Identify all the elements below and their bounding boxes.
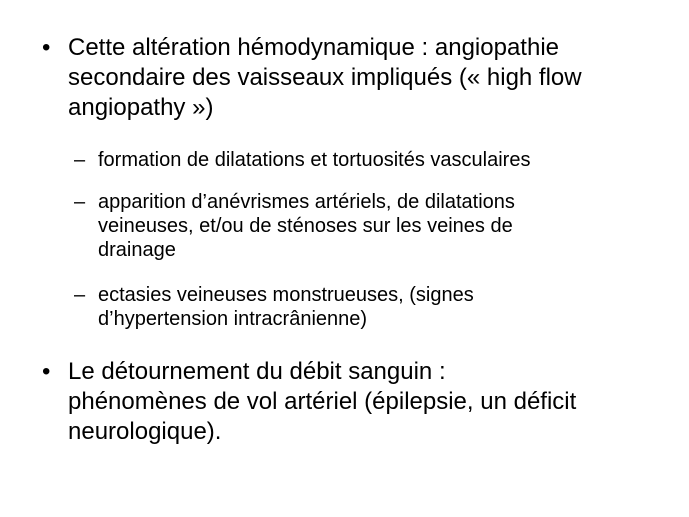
- bullet-2-text: [68, 357, 678, 447]
- bullet-1-text: [68, 33, 678, 123]
- subitem-marker-2: –: [74, 191, 86, 213]
- bullet-2-line-3: neurologique).: [68, 418, 222, 445]
- subitem-3-text: [98, 283, 678, 331]
- subitem-2-text: [98, 190, 678, 262]
- subitem-2-line-2: veineuses, et/ou de sténoses sur les veines de: [98, 215, 513, 237]
- subitem-1-text: [98, 148, 678, 172]
- bullet-1-line-2: secondaire des vaisseaux impliqués (« high flow: [68, 64, 582, 91]
- subitem-marker-3: –: [74, 284, 86, 306]
- bullet-1-line-3: angiopathy »): [68, 94, 214, 121]
- subitem-marker-1: –: [74, 149, 86, 171]
- bullet-2-line-2: phénomènes de vol artériel (épilepsie, un déficit: [68, 388, 577, 415]
- subitem-3-line-2: d’hypertension intracrânienne): [98, 308, 368, 330]
- subitem-2-line-3: drainage: [98, 239, 176, 261]
- subitem-3-line-1: ectasies veineuses monstrueuses, (signes: [98, 284, 474, 306]
- bullet-marker-1: •: [42, 34, 51, 61]
- subitem-1-line-1: formation de dilatations et tortuosités vasculaires: [98, 149, 531, 171]
- bullet-1-line-1: Cette altération hémodynamique : angiopathie: [68, 34, 559, 61]
- bullet-marker-2: •: [42, 358, 51, 385]
- subitem-2-line-1: apparition d’anévrismes artériels, de dilatations: [98, 191, 515, 213]
- bullet-2-line-1: Le détournement du débit sanguin :: [68, 358, 446, 385]
